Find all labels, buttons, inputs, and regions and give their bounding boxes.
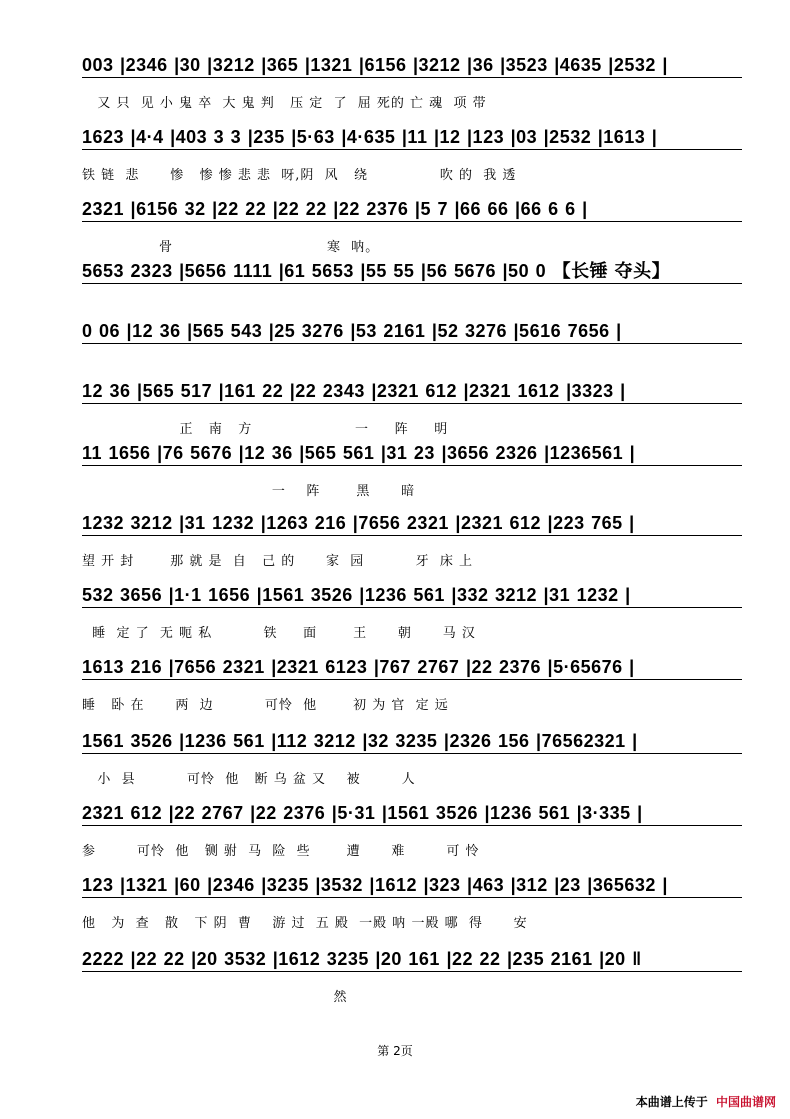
lyrics-line: 望 开 封 那 就 是 自 己 的 家 园 牙 床 上 — [82, 554, 474, 569]
beam-line — [82, 283, 742, 284]
jianpu-notes: 2222 |22 22 |20 3532 |1612 3235 |20 161 |22 22 |235 2161 |20 ‖ — [82, 949, 642, 969]
jianpu-notes: 0 06 |12 36 |565 543 |25 3276 |53 2161 |52 3276 |5616 7656 | — [82, 321, 622, 341]
jianpu-notes: 5653 2323 |5656 1111 |61 5653 |55 55 |56 5676 |50 0 【长锤 夺头】 — [82, 261, 671, 281]
jianpu-notes: 1623 |4·4 |403 3 3 |235 |5·63 |4·635 |11 |12 |123 |03 |2532 |1613 | — [82, 127, 658, 147]
page-number: 第 2页 — [377, 1044, 413, 1058]
beam-line — [82, 77, 742, 78]
lyrics-line: 骨 寒 呐。 — [82, 240, 380, 255]
jianpu-notes: 12 36 |565 517 |161 22 |22 2343 |2321 612 |2321 1612 |3323 | — [82, 381, 626, 401]
beam-line — [82, 535, 742, 536]
jianpu-notes: 003 |2346 |30 |3212 |365 |1321 |6156 |3212 |36 |3523 |4635 |2532 | — [82, 55, 668, 75]
beam-line — [82, 221, 742, 222]
jianpu-notes: 2321 612 |22 2767 |22 2376 |5·31 |1561 3526 |1236 561 |3·335 | — [82, 803, 643, 823]
jianpu-notes: 532 3656 |1·1 1656 |1561 3526 |1236 561 |332 3212 |31 1232 | — [82, 585, 631, 605]
beam-line — [82, 149, 742, 150]
lyrics-line: 他 为 查 散 下 阴 曹 游 过 五 殿 一殿 呐 一殿 哪 得 安 — [82, 916, 528, 931]
lyrics-line: 参 可怜 他 铡 驸 马 险 些 遭 难 可 怜 — [82, 844, 480, 859]
beam-line — [82, 679, 742, 680]
beam-line — [82, 403, 742, 404]
site-watermark — [636, 1093, 776, 1110]
lyrics-line: 小 县 可怜 他 断 乌 盆 又 被 人 — [82, 772, 416, 787]
jianpu-notes: 1232 3212 |31 1232 |1263 216 |7656 2321 |2321 612 |223 765 | — [82, 513, 635, 533]
beam-line — [82, 825, 742, 826]
beam-line — [82, 897, 742, 898]
jianpu-notes: 1561 3526 |1236 561 |112 3212 |32 3235 |2326 156 |76562321 | — [82, 731, 638, 751]
beam-line — [82, 971, 742, 972]
jianpu-notes: 123 |1321 |60 |2346 |3235 |3532 |1612 |323 |463 |312 |23 |365632 | — [82, 875, 668, 895]
lyrics-line — [82, 300, 742, 320]
lyrics-line: 一 阵 黑 暗 — [82, 484, 416, 499]
site-logo: 中国曲谱网 — [715, 1095, 776, 1109]
lyrics-line — [82, 360, 742, 380]
lyrics-line: 正 南 方 一 阵 明 — [82, 422, 449, 437]
beam-line — [82, 753, 742, 754]
beam-line — [82, 607, 742, 608]
lyrics-line: 铁 链 悲 惨 惨 惨 悲 悲 呀,阴 风 绕 吹 的 我 透 — [82, 168, 517, 183]
beam-line — [82, 343, 742, 344]
lyrics-line: 睡 定 了 无 呃 私 铁 面 王 朝 马 汉 — [82, 626, 476, 641]
upload-text: 本曲谱上传于 — [635, 1095, 708, 1109]
beam-line — [82, 465, 742, 466]
lyrics-line: 又 只 见 小 鬼 卒 大 鬼 判 压 定 了 屈 死的 亡 魂 项 带 — [82, 96, 487, 111]
jianpu-notes: 11 1656 |76 5676 |12 36 |565 561 |31 23 |3656 2326 |1236561 | — [82, 443, 636, 463]
jianpu-notes: 2321 |6156 32 |22 22 |22 22 |22 2376 |5 7 |66 66 |66 6 6 | — [82, 199, 588, 219]
jianpu-notes: 1613 216 |7656 2321 |2321 6123 |767 2767 |22 2376 |5·65676 | — [82, 657, 635, 677]
lyrics-line: 然 — [82, 990, 348, 1005]
lyrics-line: 睡 卧 在 两 边 可怜 他 初 为 官 定 远 — [82, 698, 449, 713]
